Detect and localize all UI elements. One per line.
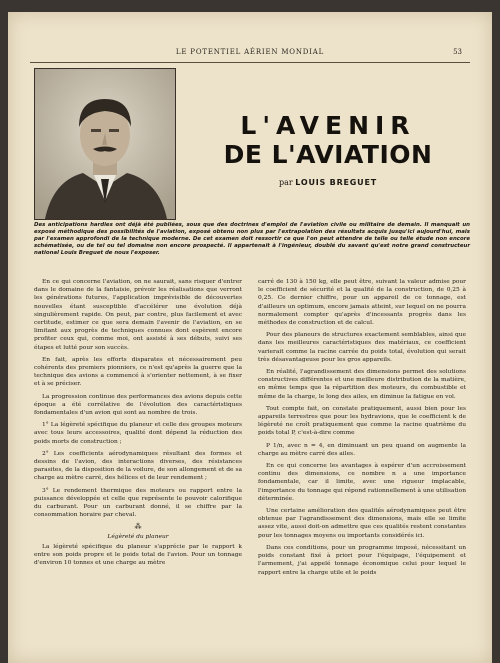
- paragraph: 2° Les coefficients aérodynamiques résultant des formes et dessins de l'avion, des interactions diverses, des résistances parasites, de la disposition de la voilure, de son allongement et de sa charge au mètre carré, des hélices et de leur rendement ;: [34, 450, 242, 482]
- running-title: LE POTENTIEL AÉRIEN MONDIAL: [175, 48, 325, 56]
- paragraph: En ce qui concerne les avantages à espérer d'un accroissement continu des dimensions, ce nombre n a une importance fondamentale, car il limite, avec une rigueur implacable, l'importance du tonnage qui répond rationnellement à une utilisation déterminée.: [258, 463, 466, 502]
- title-line-2: DE L'AVIATION: [223, 140, 433, 169]
- byline-author: LOUIS BREGUET: [295, 178, 377, 187]
- paragraph: carré de 130 à 150 kg, elle peut être, suivant la valeur admise pour le coefficient de sécurité et la qualité de la construction, de 0,25 à 0,25. Ce dernier chiffre, pour un appareil de ce tonnage, est d'ailleurs un optimum, encore jamais atteint, sur lequel on ne pourra normalement compter qu'après d'incessants progrès dans les méthodes de construction et de calcul.: [258, 279, 466, 327]
- running-header: [8, 48, 492, 62]
- paragraph: En fait, après les efforts disparates et nécessairement peu cohérents des premiers pionniers, ce n'est qu'après la guerre que la technique des avions a commencé à s'orienter nettement, à se fixer et à se préciser.: [34, 356, 242, 388]
- paragraph: Tout compte fait, on constate pratiquement, aussi bien pour les appareils terrestres que pour les hydravions, que le coefficient k de légèreté ne croît pratiquement que comme la racine quatrième du poids total P, c'est-à-dire comme: [258, 405, 466, 437]
- paragraph: La progression continue des performances des avions depuis cette époque a été corrélative de l'évolution des caractéristiques fondamentales d'un avion qui sont au nombre de trois.: [34, 393, 242, 417]
- portrait-photo-icon: [35, 69, 175, 219]
- right-column: [258, 278, 466, 581]
- byline-prefix: par: [278, 178, 293, 187]
- title-line-1: L'AVENIR: [240, 111, 416, 140]
- paragraph: La légèreté spécifique du planeur s'apprécie par le rapport k entre son poids propre et le poids total de l'avion. Pour un tonnage d'environ 10 tonnes et une charge au mètre: [34, 543, 242, 567]
- paragraph: Une certaine amélioration des qualités aérodynamiques peut être obtenue par l'agrandissement des dimensions, mais elle se limite assez vite, aussi doit-on admettre que ces qualités restent constantes pour les tonnages moyens ou importants considérés ici.: [258, 508, 466, 539]
- intro-paragraph: Des anticipations hardies ont déjà été publiées, sous que des doctrines d'emploi de l'aviation civile ou militaire de demain. Il manquait un exposé méthodique des possibilités de l'aviation, exposé obtenu non plus par l'extrapolation des résultats acquis jusqu'ici aujourd'hui, mais par l'examen approfondi de la technique moderne. De cet examen doit ressortir ce que l'on peut attendre de telle ou telle étude non encore schématisée, ou de tel ou tel domaine non encore prospecté. Il appartenait à l'ingénieur, doublé du savant qu'est notre grand constructeur national Louis Breguet de nous l'exposer.: [34, 222, 470, 256]
- paragraph: 1° La légèreté spécifique du planeur et celle des groupes moteurs avec tous leurs accessoires, qualité dont dépend la réduction des poids morts de construction ;: [34, 422, 242, 445]
- asterism-ornament: ⁂: [134, 523, 142, 532]
- paragraph: Pour des planeurs de structures exactement semblables, ainsi que dans les meilleures caractéristiques des matériaux, ce coefficient varierait comme la racine carrée du poids total, évolution qui serait très désavantageuse pour les gros appareils.: [258, 332, 466, 363]
- header-rule: [30, 62, 470, 63]
- article-title: [193, 112, 463, 170]
- byline: [193, 178, 463, 187]
- author-portrait: [34, 68, 176, 220]
- magazine-page: [8, 12, 492, 663]
- formula-paragraph: P 1/n, avec n = 4, en diminuant un peu quand on augmente la charge au mètre carré des ailes.: [258, 442, 466, 457]
- paragraph: Dans ces conditions, pour un programme imposé, nécessitant un poids constant fixé à priori pour l'équipage, l'équipement et l'armement, j'ai appelé tonnage économique celui pour lequel le rapport entre la charge utile et le poids: [258, 544, 466, 576]
- left-column: [34, 278, 242, 572]
- paragraph: En ce qui concerne l'aviation, on ne saurait, sans risquer d'entrer dans le domaine de la fantaisie, prévoir les réalisations que verront les générations futures, l'application imprévisible de découvertes nouvelles étant susceptible d'accélérer une évolution déjà singulièrement rapide. On peut, par contre, plus facilement et avec certitude, estimer ce que sera demain l'avenir de l'aviation, en se limitant aux progrès de techniques connues dont espèrent encore profiter ceux qui, comme moi, ont assisté à ses débuts, suivi ses étapes et lutté pour son succès.: [34, 279, 242, 351]
- page-number: 53: [453, 48, 462, 56]
- paragraph: 3° Le rendement thermique des moteurs ou rapport entre la puissance développée et celle que représente le pouvoir calorifique du carburant. Pour un carburant donné, il se chiffre par la consommation horaire par cheval.: [34, 487, 242, 519]
- paragraph: En réalité, l'agrandissement des dimensions permet des solutions constructives différentes et une meilleure distribution de la matière, en même temps que la répartition des moteurs, du combustible et même de la charge, le long des ailes, en diminue la fatigue en vol.: [258, 369, 466, 400]
- section-subheading: Légèreté du planeur: [107, 533, 169, 540]
